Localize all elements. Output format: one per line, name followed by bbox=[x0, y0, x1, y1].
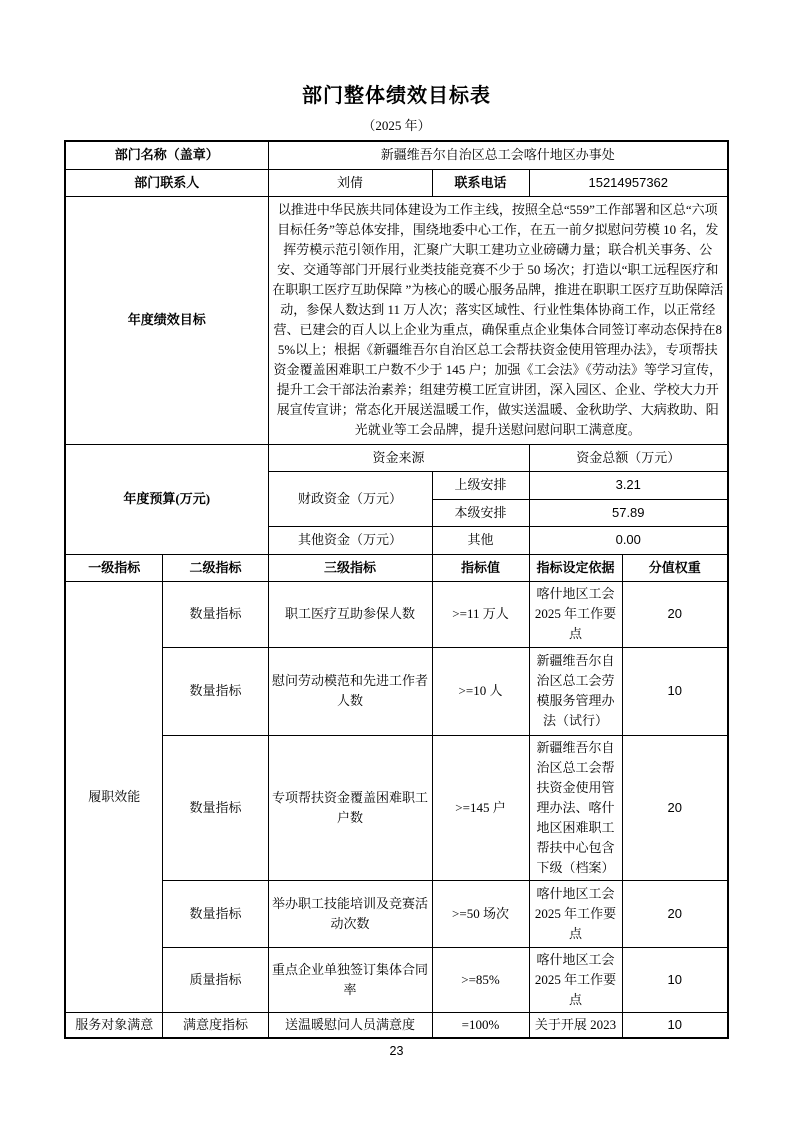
budget-label: 年度预算(万元) bbox=[65, 444, 268, 554]
indicator-row bbox=[65, 880, 728, 947]
weight-cell: 10 bbox=[622, 1012, 728, 1038]
budget-superior-value: 3.21 bbox=[529, 471, 728, 499]
budget-total-header: 资金总额（万元） bbox=[529, 444, 728, 471]
level3-cell: 慰问劳动模范和先进工作者人数 bbox=[268, 647, 432, 735]
level1-cell: 履职效能 bbox=[65, 581, 163, 1012]
header-basis: 指标设定依据 bbox=[529, 554, 622, 581]
value-cell: =100% bbox=[432, 1012, 529, 1038]
contact-label: 部门联系人 bbox=[65, 169, 268, 196]
budget-other-source-label: 其他资金（万元） bbox=[268, 526, 432, 554]
level2-cell: 质量指标 bbox=[163, 947, 268, 1012]
page-number: 23 bbox=[389, 1043, 404, 1058]
weight-cell: 20 bbox=[622, 735, 728, 880]
indicator-row bbox=[65, 647, 728, 735]
level2-cell: 数量指标 bbox=[163, 581, 268, 647]
performance-target-table bbox=[64, 140, 729, 1039]
budget-header-row bbox=[65, 444, 728, 471]
header-weight: 分值权重 bbox=[622, 554, 728, 581]
contact-row bbox=[65, 169, 728, 196]
level2-cell: 数量指标 bbox=[163, 647, 268, 735]
budget-superior-label: 上级安排 bbox=[432, 471, 529, 499]
value-cell: >=85% bbox=[432, 947, 529, 1012]
level1-cell: 服务对象满意 bbox=[65, 1012, 163, 1038]
value-cell: >=11 万人 bbox=[432, 581, 529, 647]
basis-cell: 喀什地区工会 2025 年工作要点 bbox=[529, 880, 622, 947]
budget-other-label: 其他 bbox=[432, 526, 529, 554]
header-value: 指标值 bbox=[432, 554, 529, 581]
page-subtitle-year: （2025 年） bbox=[362, 118, 431, 133]
page-title: 部门整体绩效目标表 bbox=[302, 85, 491, 107]
basis-cell: 喀什地区工会 2025 年工作要点 bbox=[529, 581, 622, 647]
budget-fiscal-label: 财政资金（万元） bbox=[268, 471, 432, 526]
level3-cell: 职工医疗互助参保人数 bbox=[268, 581, 432, 647]
header-level3: 三级指标 bbox=[268, 554, 432, 581]
level2-cell: 数量指标 bbox=[163, 880, 268, 947]
annual-target-text: 以推进中华民族共同体建设为工作主线，按照全总“559”工作部署和区总“六项目标任务”等总体安排，围绕地委中心工作，在五一前夕拟慰问劳模 10 名，发挥劳模示范引领作用，汇聚广大职工建功立业磅礴力量；联合机关事务、公安、交通等部门开展行业类技能竞赛不少于 50 场次；打造以“职工远程医疗和在职职工医疗互助保障 ”为核心的暖心服务品牌，推进在职职工医疗互助保障活动，参保人数达到 11 万人次；落实区域性、行业性集体协商工作，以正常经营、已建会的百人以上企业为重点，确保重点企业集体合同签订率动态保持在85%以上；根据《新疆维吾尔自治区总工会帮扶资金使用管理办法》，专项帮扶资金覆盖困难职工户数不少于 145 户；加强《工会法》《劳动法》等学习宣传，提升工会干部法治素养；组建劳模工匠宣讲团，深入园区、企业、学校大力开展宣传宣讲；常态化开展送温暖工作，做实送温暖、金秋助学、大病救助、阳光就业等工会品牌，提升送慰问慰问职工满意度。 bbox=[268, 196, 728, 444]
weight-cell: 10 bbox=[622, 947, 728, 1012]
phone-label: 联系电话 bbox=[432, 169, 529, 196]
dept-name-row bbox=[65, 141, 728, 169]
level3-cell: 重点企业单独签订集体合同率 bbox=[268, 947, 432, 1012]
basis-cell: 喀什地区工会 2025 年工作要点 bbox=[529, 947, 622, 1012]
level3-cell: 送温暖慰问人员满意度 bbox=[268, 1012, 432, 1038]
value-cell: >=50 场次 bbox=[432, 880, 529, 947]
level3-cell: 举办职工技能培训及竞赛活动次数 bbox=[268, 880, 432, 947]
weight-cell: 10 bbox=[622, 647, 728, 735]
dept-name-label: 部门名称（盖章） bbox=[65, 141, 268, 169]
annual-target-label: 年度绩效目标 bbox=[65, 196, 268, 444]
basis-cell: 新疆维吾尔自治区总工会劳模服务管理办法（试行） bbox=[529, 647, 622, 735]
budget-local-label: 本级安排 bbox=[432, 499, 529, 526]
indicator-header-row bbox=[65, 554, 728, 581]
indicator-row bbox=[65, 947, 728, 1012]
annual-target-row bbox=[65, 196, 728, 444]
budget-local-value: 57.89 bbox=[529, 499, 728, 526]
phone-value: 15214957362 bbox=[529, 169, 728, 196]
value-cell: >=10 人 bbox=[432, 647, 529, 735]
budget-other-value: 0.00 bbox=[529, 526, 728, 554]
value-cell: >=145 户 bbox=[432, 735, 529, 880]
level2-cell: 数量指标 bbox=[163, 735, 268, 880]
indicator-row bbox=[65, 1012, 728, 1038]
header-level2: 二级指标 bbox=[163, 554, 268, 581]
budget-source-header: 资金来源 bbox=[268, 444, 529, 471]
contact-name-value: 刘倩 bbox=[268, 169, 432, 196]
weight-cell: 20 bbox=[622, 581, 728, 647]
header-level1: 一级指标 bbox=[65, 554, 163, 581]
level2-cell: 满意度指标 bbox=[163, 1012, 268, 1038]
basis-cell: 关于开展 2023 bbox=[529, 1012, 622, 1038]
indicator-row bbox=[65, 735, 728, 880]
indicator-row bbox=[65, 581, 728, 647]
weight-cell: 20 bbox=[622, 880, 728, 947]
level3-cell: 专项帮扶资金覆盖困难职工户数 bbox=[268, 735, 432, 880]
dept-name-value: 新疆维吾尔自治区总工会喀什地区办事处 bbox=[268, 141, 728, 169]
basis-cell: 新疆维吾尔自治区总工会帮扶资金使用管理办法、喀什地区困难职工帮扶中心包含下级（档案） bbox=[529, 735, 622, 880]
